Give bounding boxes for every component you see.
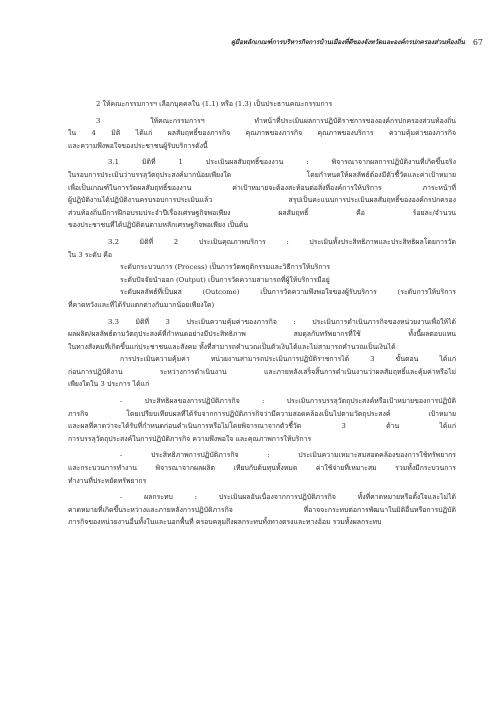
paragraph: [68, 449, 456, 487]
paragraph: [68, 98, 456, 111]
text-line: คาดหมายที่เกิดขึ้นระหว่างและภายหลังการปฏิบัติภารกิจ ที่อาจจะกระทบต่อการพัฒนาในมิติอื่นหรือการปฏิบัติ: [68, 505, 456, 514]
text-line: ในรอบการประเมินว่าบรรลุวัตถุประสงค์มากน้อยเพียงใด โดยกำหนดให้ผลลัพธ์ต้องมีตัวชี้วัดและค่าเป้าหมาย: [68, 170, 456, 179]
text-line: ของประชาชนที่ได้ปฏิบัติตนตามหลักเศรษฐกิจพอเพียง เป็นต้น: [68, 221, 249, 230]
paragraph: [68, 274, 456, 287]
text-line: การประเมินความคุ้มค่า หน่วยงานสามารถประเมินการปฏิบัติราชการได้ 3 ขั้นตอน ได้แก่: [120, 355, 456, 364]
text-line: 3.1 มิติที่ 1 ประเมินผลสัมฤทธิ์ของงาน : พิจารณาจากผลการปฏิบัติงานที่เกิดขึ้นจริง: [108, 158, 456, 167]
text-line: การบรรลุวัตถุประสงค์ในการปฏิบัติภารกิจ ความพึงพอใจ และคุณภาพการให้บริการ: [68, 434, 312, 443]
text-line: เพื่อเป็นเกณฑ์ในการวัดผลสัมฤทธิ์ของงาน ค่าเป้าหมายจะต้องสะท้อนต่อสิ่งที่องค์การให้บริการ ภาระหน้าที่: [68, 183, 456, 192]
paragraph: [68, 261, 456, 274]
text-line: 3 ให้คณะกรรมการฯ ทำหน้าที่ประเมินผลการปฏิบัติราชการขององค์กรปกครองส่วนท้องถิ่น: [96, 116, 456, 125]
text-line: และกระบวนการทำงาน พิจารณาจากผลผลิต เทียบกับต้นทุนทั้งหมด ค่าใช้จ่ายที่เหมาะสม รวมทั้งมีกระบวนการ: [68, 464, 456, 473]
text-line: ระดับกระบวนการ (Process) เป็นการวัดพฤติกรรมและวิธีการให้บริการ: [120, 263, 331, 272]
page-number: 67: [472, 37, 483, 47]
paragraph: [68, 115, 456, 153]
text-line: ระดับผลลัพธ์ที่เป็นผล (Outcome) เป็นการวัดความพึงพอใจของผู้รับบริการ (ระดับการให้บริการ: [120, 288, 456, 297]
text-line: ผลผลิต/ผลลัพธ์ตามวัตถุประสงค์ที่กำหนดอย่างมีประสิทธิภาพ สมดุลกับทรัพยากรที่ใช้ ทั้งนี้ผลตอบแทน: [68, 330, 456, 339]
document-body: [68, 98, 456, 529]
text-line: ที่คาดหวังและที่ได้รับแตกต่างกันมากน้อยเพียงใด): [68, 300, 215, 309]
paragraph: [68, 491, 456, 529]
text-line: 2 ให้คณะกรรมการฯ เลือกบุคคลใน (1.1) หรือ (1.3) เป็นประธานคณะกรรมการ: [96, 100, 333, 108]
text-line: ทำงานที่ประหยัดทรัพยากร: [68, 476, 147, 485]
running-header: [230, 36, 483, 48]
text-line: ก่อนการปฏิบัติงาน ระหว่างการดำเนินงาน และภายหลังเสร็จสิ้นการดำเนินงานว่าผลสัมฤทธิ์และคุ้มค่าหรือไม่: [68, 367, 456, 376]
text-line: ภารกิจ โดยเปรียบเทียบผลที่ได้รับจากการปฏิบัติภารกิจว่ามีความสอดคล้องเป็นไปตามวัตถุประสงค์ เป้าหมาย: [68, 409, 456, 418]
paragraph: [68, 236, 456, 261]
text-line: 3.3 มิติที่ 3 ประเมินความคุ้มค่าของภารกิจ : ประเมินการดำเนินภารกิจของหน่วยงานเพื่อให้ได้: [108, 317, 456, 326]
text-line: เพียงใดใน 3 ประการ ได้แก่: [68, 380, 150, 389]
paragraph: [68, 353, 456, 391]
text-line: - ผลกระทบ : ประเมินผลอันเนื่องจากการปฏิบัติภารกิจ ทั้งที่คาดหมายหรือตั้งใจและไม่ได้: [120, 493, 456, 502]
text-line: ใน 3 ระดับ คือ: [68, 250, 113, 259]
text-line: ในทางสังคมที่เกิดขึ้นแก่ประชาชนและสังคม ทั้งที่สามารถคำนวณเป็นตัวเงินได้และไม่สามารถคำนวณเป็นเงินได้: [68, 342, 396, 351]
text-line: ใน 4 มิติ ได้แก่ ผลสัมฤทธิ์ของภารกิจ คุณภาพของภารกิจ คุณภาพของบริการ ความคุ้มค่าของภารกิจ: [68, 129, 456, 138]
text-line: ระดับปัจจัยนำออก (Output) เป็นการวัดความสามารถที่ผู้ให้บริการมีอยู่: [120, 275, 330, 284]
paragraph: [68, 316, 456, 354]
paragraph: [68, 156, 456, 232]
paragraph: [68, 286, 456, 311]
header-title: คู่มือหลักเกณฑ์การบริหารกิจการบ้านเมืองที่ดีของจังหวัดและองค์กรปกครองส่วนท้องถิ่น: [230, 39, 465, 46]
text-line: ภารกิจของหน่วยงานอื่นทั้งในและนอกพื้นที่ ครอบคลุมถึงผลกระทบทั้งทางตรงและทางอ้อม รวมทั้งผลกระทบ: [68, 518, 382, 527]
text-line: - ประสิทธิภาพการปฏิบัติภารกิจ : ประเมินความเหมาะสมสอดคล้องของการใช้ทรัพยากร: [120, 451, 456, 460]
text-line: ส่วนท้องถิ่นมีการฝึกอบรมประจำปีเรื่องเศรษฐกิจพอเพียง ผลสัมฤทธิ์ คือ ร้อยละ/จำนวน: [68, 208, 456, 217]
text-line: และความพึงพอใจของประชาชนผู้รับบริการดังนี้: [68, 141, 208, 150]
text-line: ผู้ปฏิบัติงานได้ปฏิบัติงานครบรอบการประเมินแล้ว สรุปเป็นคะแนนการประเมินผลสัมฤทธิ์ขององค์กรปกครอง: [68, 196, 456, 205]
text-line: และผลที่คาดว่าจะได้รับที่กำหนดก่อนดำเนินการหรือไม่โดยพิจารณาจากตัวชี้วัด 3 ด้าน ได้แก่: [68, 422, 456, 431]
text-line: 3.2 มิติที่ 2 ประเมินคุณภาพบริการ : ประเมินทั้งประสิทธิภาพและประสิทธิผลโดยการวัด: [108, 237, 456, 246]
text-line: - ประสิทธิผลของการปฏิบัติภารกิจ : ประเมินการบรรลุวัตถุประสงค์หรือเป้าหมายของการปฏิบัติ: [120, 397, 456, 406]
paragraph: [68, 395, 456, 445]
